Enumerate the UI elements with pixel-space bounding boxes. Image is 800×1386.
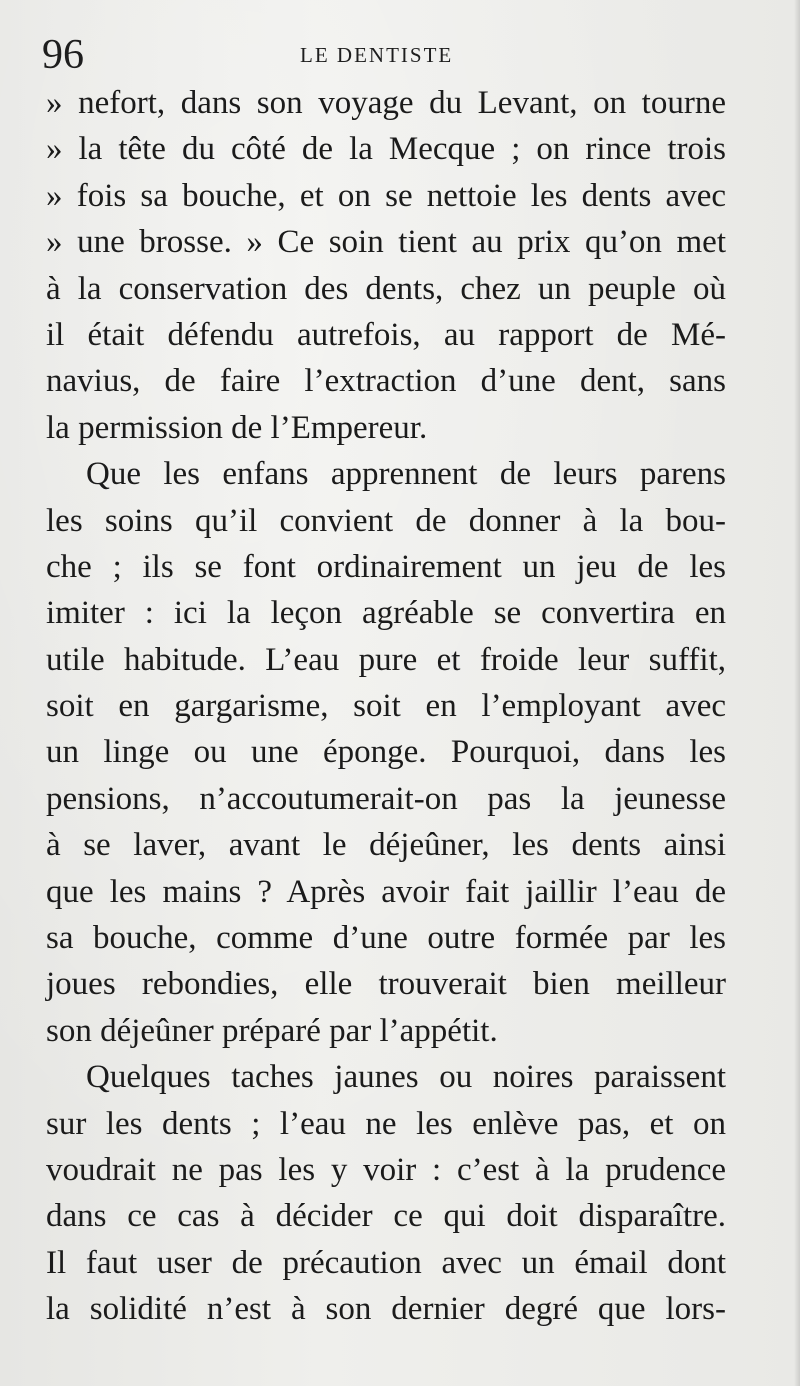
text-line: Que les enfans apprennent de leurs parens <box>86 456 726 493</box>
text-line: pensions, n’accoutumerait-on pas la jeunesse <box>46 780 726 817</box>
text-line: navius, de faire l’extraction d’une dent, sans <box>46 363 726 400</box>
text-line: sur les dents ; l’eau ne les enlève pas, et on <box>46 1105 726 1142</box>
page-number: 96 <box>42 32 84 78</box>
text-line: à se laver, avant le déjeûner, les dents ainsi <box>46 827 726 864</box>
text-line: » fois sa bouche, et on se nettoie les dents avec <box>46 177 726 214</box>
text-line: à la conservation des dents, chez un peuple où <box>46 270 726 307</box>
text-line: soit en gargarisme, soit en l’employant avec <box>46 688 726 725</box>
text-line: imiter : ici la leçon agréable se convertira en <box>46 595 726 632</box>
text-line: » une brosse. » Ce soin tient au prix qu’on met <box>46 224 726 261</box>
text-line: que les mains ? Après avoir fait jaillir l’eau de <box>46 873 726 910</box>
page-edge-shadow <box>794 0 800 1386</box>
text-line: » nefort, dans son voyage du Levant, on tourne <box>46 85 726 121</box>
page-header <box>42 30 732 80</box>
text-line: Quelques taches jaunes ou noires paraissent <box>86 1059 726 1096</box>
text-line: voudrait ne pas les y voir : c’est à la prudence <box>46 1151 726 1188</box>
text-line: Il faut user de précaution avec un émail dont <box>46 1244 726 1281</box>
text-line: che ; ils se font ordinairement un jeu de les <box>46 548 726 585</box>
text-line: utile habitude. L’eau pure et froide leur suffit, <box>46 641 726 678</box>
text-line: un linge ou une éponge. Pourquoi, dans les <box>46 734 726 771</box>
body-text <box>46 80 726 1333</box>
text-line: son déjeûner préparé par l’appétit. <box>46 1012 498 1049</box>
text-line: » la tête du côté de la Mecque ; on rince trois <box>46 131 726 168</box>
text-line: sa bouche, comme d’une outre formée par les <box>46 920 726 957</box>
text-line: dans ce cas à décider ce qui doit disparaître. <box>46 1198 726 1235</box>
text-line: les soins qu’il convient de donner à la bou- <box>46 502 726 539</box>
running-head: LE DENTISTE <box>300 43 454 67</box>
text-line: il était défendu autrefois, au rapport de Mé- <box>46 316 726 353</box>
text-line: la solidité n’est à son dernier degré que lors- <box>46 1291 726 1328</box>
text-line: joues rebondies, elle trouverait bien meilleur <box>46 966 726 1003</box>
text-line: la permission de l’Empereur. <box>46 409 428 446</box>
